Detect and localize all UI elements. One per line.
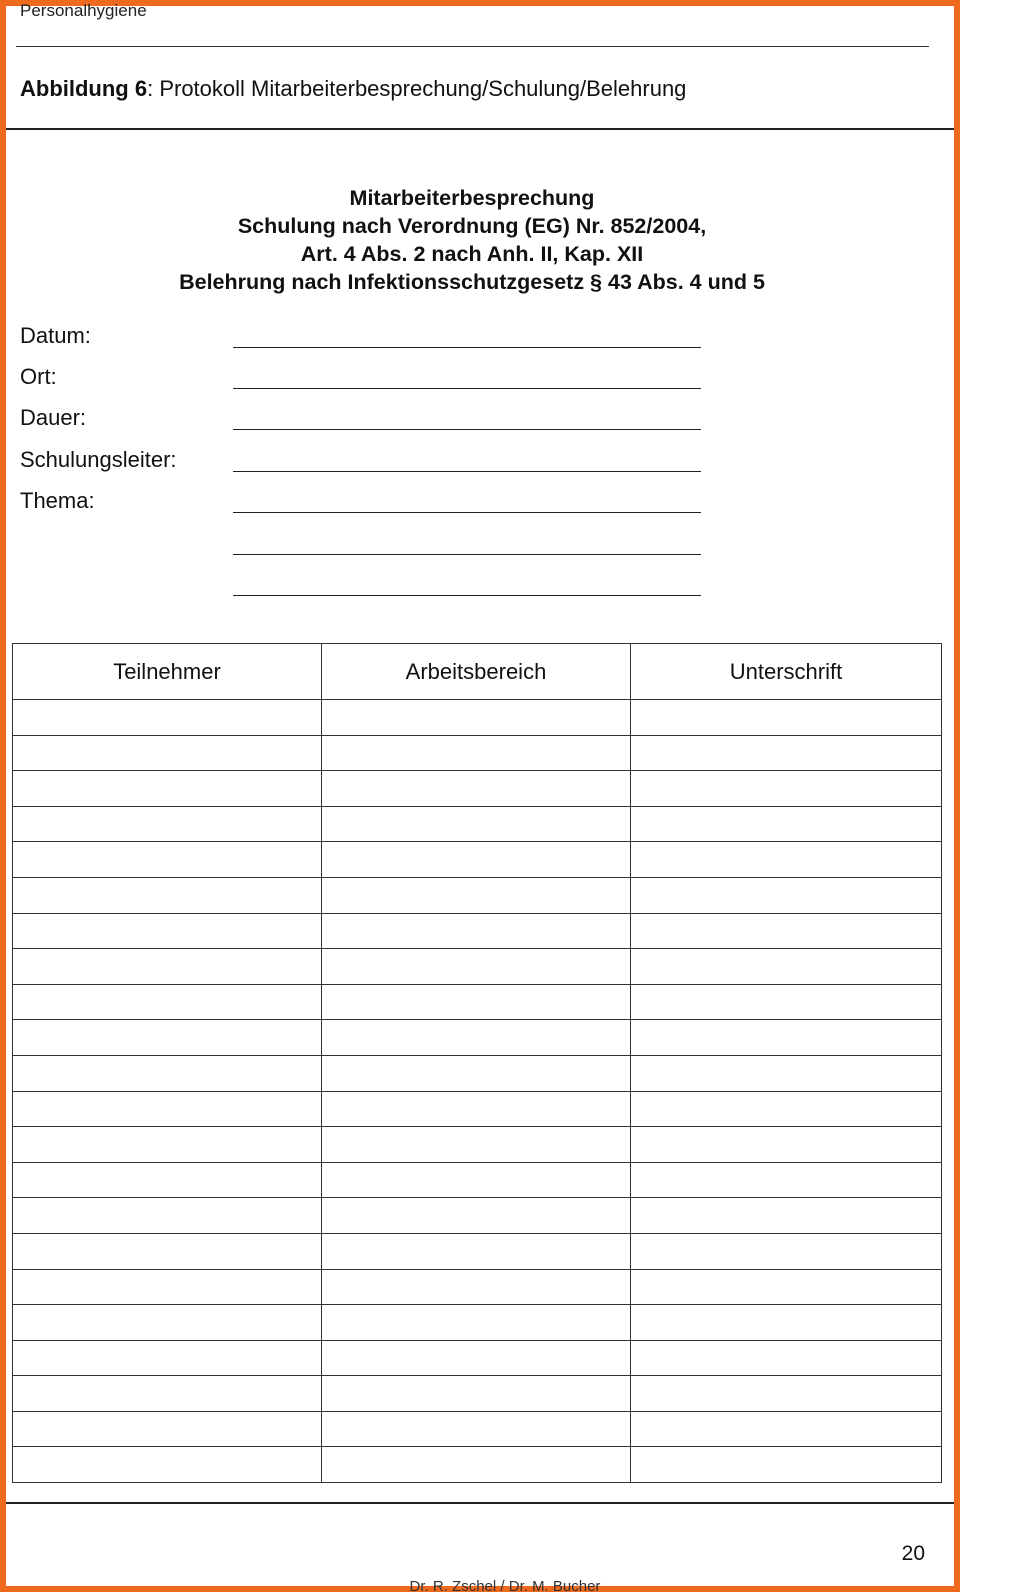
- arbeitsbereich-cell[interactable]: [322, 949, 631, 985]
- table-row: [13, 1305, 942, 1341]
- footer-authors: Dr. R. Zschel / Dr. M. Bucher: [409, 1578, 601, 1595]
- fill-in-line[interactable]: [233, 512, 701, 513]
- table-row: [13, 1162, 942, 1198]
- unterschrift-cell[interactable]: [631, 1055, 942, 1091]
- table-row: [13, 877, 942, 913]
- table-row: [13, 771, 942, 807]
- form-title-line-3: Art. 4 Abs. 2 nach Anh. II, Kap. XII: [300, 242, 644, 266]
- table-row: [13, 984, 942, 1020]
- unterschrift-cell[interactable]: [631, 1305, 942, 1341]
- teilnehmer-cell[interactable]: [13, 842, 322, 878]
- arbeitsbereich-cell[interactable]: [322, 1233, 631, 1269]
- fill-in-line[interactable]: [233, 471, 701, 472]
- teilnehmer-cell[interactable]: [13, 877, 322, 913]
- arbeitsbereich-cell[interactable]: [322, 1127, 631, 1163]
- caption-rule: [6, 128, 954, 130]
- running-head: Personalhygiene: [20, 1, 147, 20]
- footer-rule: [6, 1502, 954, 1504]
- unterschrift-cell[interactable]: [631, 1340, 942, 1376]
- field-dauer: [20, 404, 720, 434]
- table-row: [13, 1198, 942, 1234]
- teilnehmer-cell[interactable]: [13, 1376, 322, 1412]
- unterschrift-cell[interactable]: [631, 1127, 942, 1163]
- column-header-unterschrift: Unterschrift: [631, 644, 942, 700]
- unterschrift-cell[interactable]: [631, 1376, 942, 1412]
- arbeitsbereich-cell[interactable]: [322, 1411, 631, 1447]
- arbeitsbereich-cell[interactable]: [322, 806, 631, 842]
- unterschrift-cell[interactable]: [631, 1233, 942, 1269]
- table-row: [13, 1447, 942, 1483]
- field-label: Thema:: [20, 488, 95, 513]
- table-row: [13, 1269, 942, 1305]
- teilnehmer-cell[interactable]: [13, 1127, 322, 1163]
- table-row: [13, 1055, 942, 1091]
- table-row: [13, 1376, 942, 1412]
- table-row: [13, 700, 942, 736]
- fill-in-line[interactable]: [233, 347, 701, 348]
- field-datum: [20, 322, 720, 352]
- field-ort: [20, 363, 720, 393]
- arbeitsbereich-cell[interactable]: [322, 1447, 631, 1483]
- arbeitsbereich-cell[interactable]: [322, 984, 631, 1020]
- teilnehmer-cell[interactable]: [13, 1233, 322, 1269]
- arbeitsbereich-cell[interactable]: [322, 700, 631, 736]
- table-row: [13, 1091, 942, 1127]
- teilnehmer-cell[interactable]: [13, 1091, 322, 1127]
- teilnehmer-cell[interactable]: [13, 1305, 322, 1341]
- teilnehmer-cell[interactable]: [13, 949, 322, 985]
- arbeitsbereich-cell[interactable]: [322, 1305, 631, 1341]
- fill-in-line[interactable]: [233, 429, 701, 430]
- arbeitsbereich-cell[interactable]: [322, 1269, 631, 1305]
- unterschrift-cell[interactable]: [631, 1411, 942, 1447]
- unterschrift-cell[interactable]: [631, 735, 942, 771]
- table-row: [13, 1411, 942, 1447]
- arbeitsbereich-cell[interactable]: [322, 771, 631, 807]
- field-thema: [20, 487, 720, 517]
- fill-in-line[interactable]: [233, 388, 701, 389]
- arbeitsbereich-cell[interactable]: [322, 842, 631, 878]
- unterschrift-cell[interactable]: [631, 1091, 942, 1127]
- arbeitsbereich-cell[interactable]: [322, 1340, 631, 1376]
- table-row: [13, 913, 942, 949]
- field-thema-continued-1: [20, 529, 720, 559]
- table-row: [13, 1127, 942, 1163]
- unterschrift-cell[interactable]: [631, 842, 942, 878]
- table-row: [13, 1340, 942, 1376]
- arbeitsbereich-cell[interactable]: [322, 1020, 631, 1056]
- arbeitsbereich-cell[interactable]: [322, 1055, 631, 1091]
- teilnehmer-cell[interactable]: [13, 984, 322, 1020]
- participants-table-wrap: [12, 643, 941, 1495]
- field-label: Schulungsleiter:: [20, 447, 177, 472]
- teilnehmer-cell[interactable]: [13, 1055, 322, 1091]
- unterschrift-cell[interactable]: [631, 806, 942, 842]
- field-schulungsleiter: [20, 446, 720, 476]
- arbeitsbereich-cell[interactable]: [322, 735, 631, 771]
- arbeitsbereich-cell[interactable]: [322, 1198, 631, 1234]
- column-header-teilnehmer: Teilnehmer: [13, 644, 322, 700]
- table-row: [13, 1020, 942, 1056]
- unterschrift-cell[interactable]: [631, 771, 942, 807]
- teilnehmer-cell[interactable]: [13, 1340, 322, 1376]
- arbeitsbereich-cell[interactable]: [322, 1091, 631, 1127]
- unterschrift-cell[interactable]: [631, 700, 942, 736]
- form-title: [0, 184, 944, 296]
- participants-table: [12, 643, 942, 1483]
- form-title-line-4: Belehrung nach Infektionsschutzgesetz § 43 Abs. 4 und 5: [179, 270, 765, 294]
- field-label: Datum:: [20, 323, 91, 348]
- field-thema-continued-2: [20, 570, 720, 600]
- table-body: [13, 700, 942, 1483]
- table-row: [13, 1233, 942, 1269]
- unterschrift-cell[interactable]: [631, 1020, 942, 1056]
- teilnehmer-cell[interactable]: [13, 806, 322, 842]
- unterschrift-cell[interactable]: [631, 1162, 942, 1198]
- teilnehmer-cell[interactable]: [13, 1447, 322, 1483]
- unterschrift-cell[interactable]: [631, 949, 942, 985]
- teilnehmer-cell[interactable]: [13, 1198, 322, 1234]
- header-rule: [16, 46, 929, 47]
- form-title-line-1: Mitarbeiterbesprechung: [349, 186, 595, 210]
- table-row: [13, 735, 942, 771]
- fill-in-line[interactable]: [233, 595, 701, 596]
- teilnehmer-cell[interactable]: [13, 1411, 322, 1447]
- arbeitsbereich-cell[interactable]: [322, 913, 631, 949]
- teilnehmer-cell[interactable]: [13, 913, 322, 949]
- column-header-arbeitsbereich: Arbeitsbereich: [322, 644, 631, 700]
- table-row: [13, 842, 942, 878]
- teilnehmer-cell[interactable]: [13, 735, 322, 771]
- teilnehmer-cell[interactable]: [13, 1269, 322, 1305]
- teilnehmer-cell[interactable]: [13, 700, 322, 736]
- form-title-line-2: Schulung nach Verordnung (EG) Nr. 852/2004,: [237, 214, 707, 238]
- figure-caption-text: : Protokoll Mitarbeiterbesprechung/Schulung/Belehrung: [147, 76, 687, 101]
- field-label: Ort:: [20, 364, 57, 389]
- figure-caption: [20, 75, 686, 103]
- fill-in-line[interactable]: [233, 554, 701, 555]
- table-row: [13, 949, 942, 985]
- teilnehmer-cell[interactable]: [13, 771, 322, 807]
- table-row: [13, 806, 942, 842]
- arbeitsbereich-cell[interactable]: [322, 877, 631, 913]
- figure-caption-label: Abbildung 6: [20, 76, 148, 101]
- teilnehmer-cell[interactable]: [13, 1162, 322, 1198]
- arbeitsbereich-cell[interactable]: [322, 1376, 631, 1412]
- table-header-row: [13, 644, 942, 700]
- teilnehmer-cell[interactable]: [13, 1020, 322, 1056]
- unterschrift-cell[interactable]: [631, 1447, 942, 1483]
- unterschrift-cell[interactable]: [631, 1269, 942, 1305]
- unterschrift-cell[interactable]: [631, 877, 942, 913]
- unterschrift-cell[interactable]: [631, 913, 942, 949]
- unterschrift-cell[interactable]: [631, 1198, 942, 1234]
- arbeitsbereich-cell[interactable]: [322, 1162, 631, 1198]
- field-label: Dauer:: [20, 405, 87, 430]
- unterschrift-cell[interactable]: [631, 984, 942, 1020]
- page-number: 20: [901, 1542, 925, 1565]
